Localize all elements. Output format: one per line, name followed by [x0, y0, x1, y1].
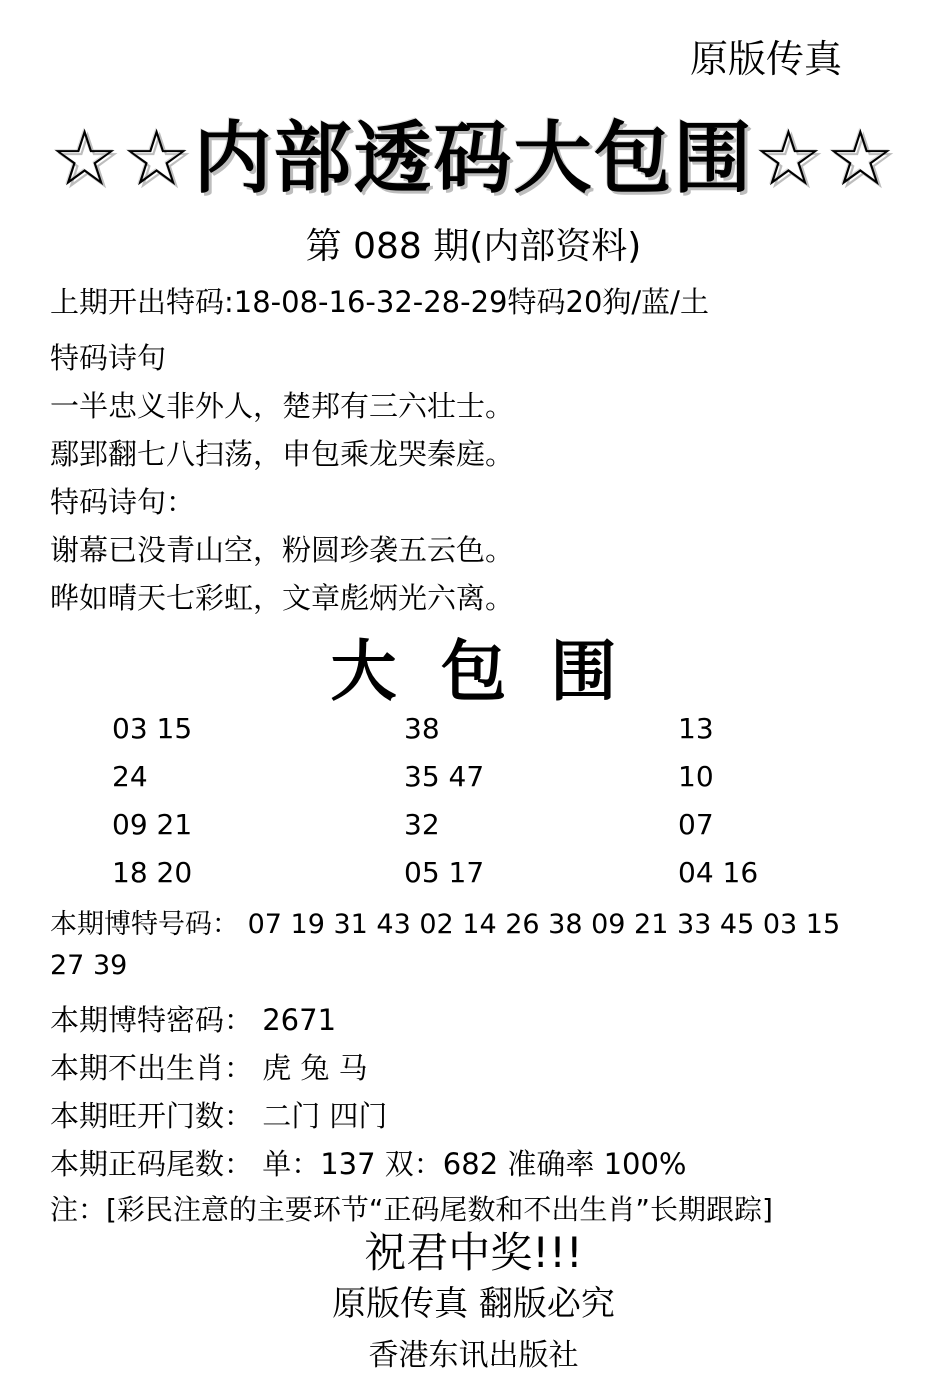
bote-secret: 本期博特密码： 2671 [50, 1003, 337, 1037]
grid-cell: 04 16 [678, 856, 759, 889]
bote-numbers: 本期博特号码： 07 19 31 43 02 14 26 38 09 21 33 45 03 15 [50, 909, 841, 940]
no-zodiac: 本期不出生肖： 虎 兔 马 [50, 1051, 368, 1085]
publisher: 香港东讯出版社 [368, 1338, 579, 1373]
issue-number: 第 088 期(内部资料) [305, 226, 642, 267]
note: 注：[彩民注意的主要环节“正码尾数和不出生肖”长期跟踪] [50, 1193, 773, 1226]
poem-line: 一半忠义非外人，楚邦有三六壮士。 [50, 389, 515, 423]
poem-heading: 特码诗句 [50, 341, 167, 375]
grid-cell: 10 [678, 760, 714, 793]
last-draw: 上期开出特码:18-08-16-32-28-29特码20狗/蓝/土 [50, 285, 709, 319]
page-title: ☆☆内部透码大包围☆☆ [49, 114, 898, 204]
poem-heading: 特码诗句： [50, 485, 196, 519]
wish-text: 祝君中奖!!! [364, 1228, 583, 1277]
grid-cell: 05 17 [404, 856, 485, 889]
poem-line: 鄢郢翻七八扫荡，申包乘龙哭秦庭。 [50, 437, 515, 471]
section-title: 大包围 [330, 633, 661, 710]
lucky-doors: 本期旺开门数： 二门 四门 [50, 1099, 388, 1133]
top-right-label: 原版传真 [690, 37, 843, 81]
grid-cell: 18 20 [112, 856, 193, 889]
grid-cell: 07 [678, 808, 714, 841]
grid-cell: 09 21 [112, 808, 193, 841]
grid-cell: 24 [112, 760, 148, 793]
grid-cell: 03 15 [112, 712, 193, 745]
tail-numbers: 本期正码尾数： 单：137 双：682 准确率 100% [50, 1147, 687, 1181]
grid-cell: 35 47 [404, 760, 485, 793]
grid-cell: 13 [678, 712, 714, 745]
bote-numbers-cont: 27 39 [50, 950, 128, 981]
poem-line: 晔如晴天七彩虹，文章彪炳光六离。 [50, 581, 515, 615]
grid-cell: 32 [404, 808, 440, 841]
copyright-text: 原版传真 翻版必究 [332, 1284, 615, 1324]
poem-line: 谢幕已没青山空，粉圆珍袭五云色。 [50, 533, 515, 567]
grid-cell: 38 [404, 712, 440, 745]
